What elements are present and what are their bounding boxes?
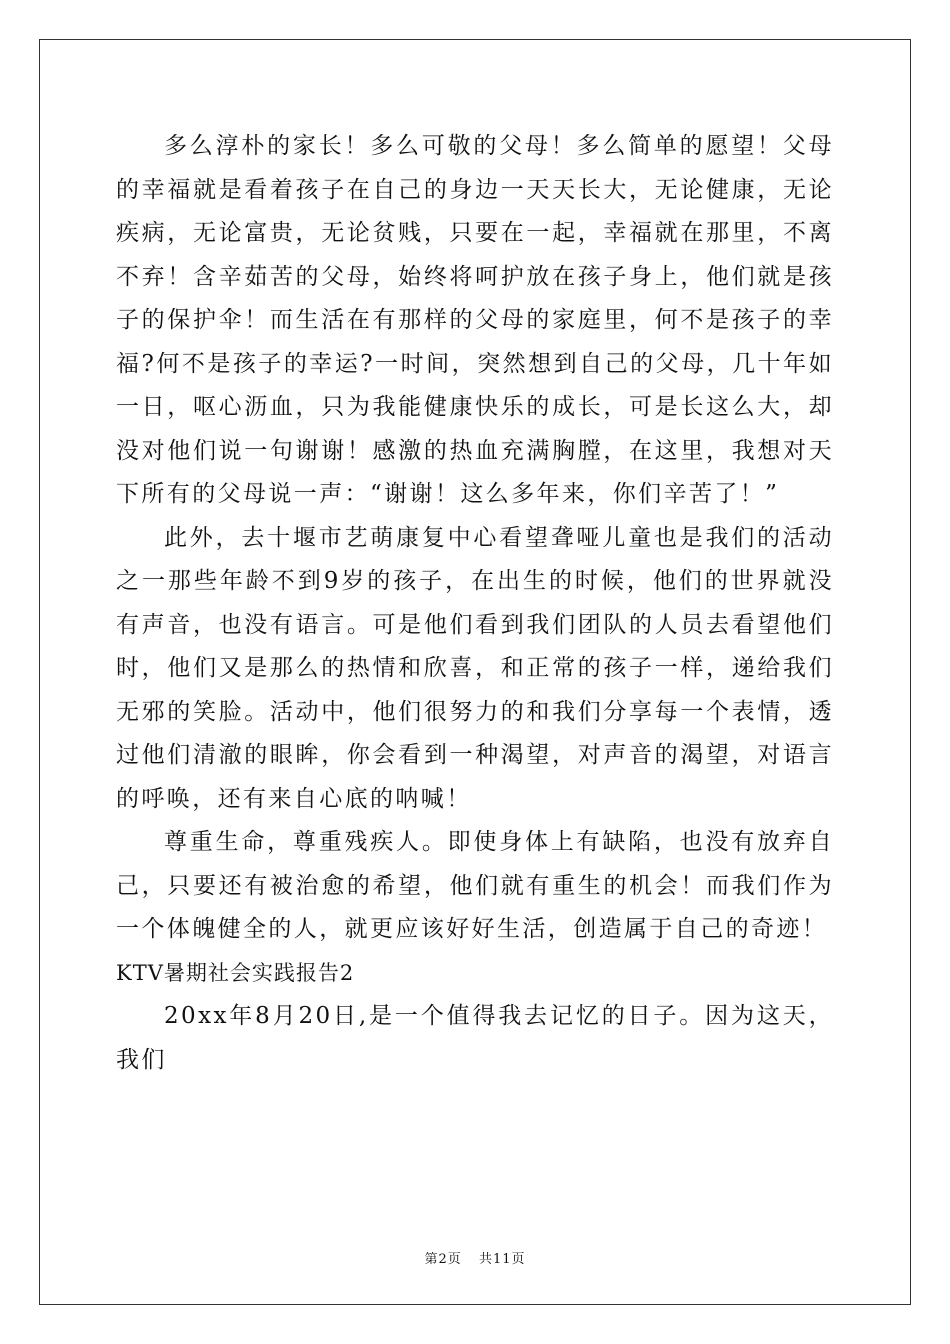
paragraph-3: 尊重生命，尊重残疾人。即使身体上有缺陷，也没有放弃自己，只要还有被治愈的希望，他们就有重生的机会！而我们作为一个体魄健全的人，就更应该好好生活，创造属于自己的奇迹！	[116, 829, 834, 942]
page-number: 第2页	[424, 1252, 462, 1267]
document-body	[116, 125, 834, 1082]
page-total: 共11页	[478, 1252, 526, 1267]
paragraph-4: 20xx年8月20日,是一个值得我去记忆的日子。因为这天，我们	[116, 1003, 834, 1073]
paragraph-2: 此外，去十堰市艺萌康复中心看望聋哑儿童也是我们的活动之一那些年龄不到9岁的孩子，在出生的时候，他们的世界就没有声音，也没有语言。可是他们看到我们团队的人员去看望他们时，他们又是那么的热情和欣喜，和正常的孩子一样，递给我们无邪的笑脸。活动中，他们很努力的和我们分享每一个表情，透过他们清澈的眼眸，你会看到一种渴望，对声音的渴望，对语言的呼唤，还有来自心底的呐喊！	[116, 524, 834, 812]
paragraph-1: 多么淳朴的家长！多么可敬的父母！多么简单的愿望！父母的幸福就是看着孩子在自己的身边一天天长大，无论健康，无论疾病，无论富贵，无论贫贱，只要在一起，幸福就在那里，不离不弃！含辛茹苦的父母，始终将呵护放在孩子身上，他们就是孩子的保护伞！而生活在有那样的父母的家庭里，何不是孩子的幸福?何不是孩子的幸运?一时间，突然想到自己的父母，几十年如一日，呕心沥血，只为我能健康快乐的成长，可是长这么大，却没对他们说一句谢谢！感激的热血充满胸膛，在这里，我想对天下所有的父母说一声：“谢谢！这么多年来，你们辛苦了！”	[116, 133, 834, 507]
page-footer	[0, 1248, 950, 1267]
section-heading: KTV暑期社会实践报告2	[116, 960, 355, 985]
